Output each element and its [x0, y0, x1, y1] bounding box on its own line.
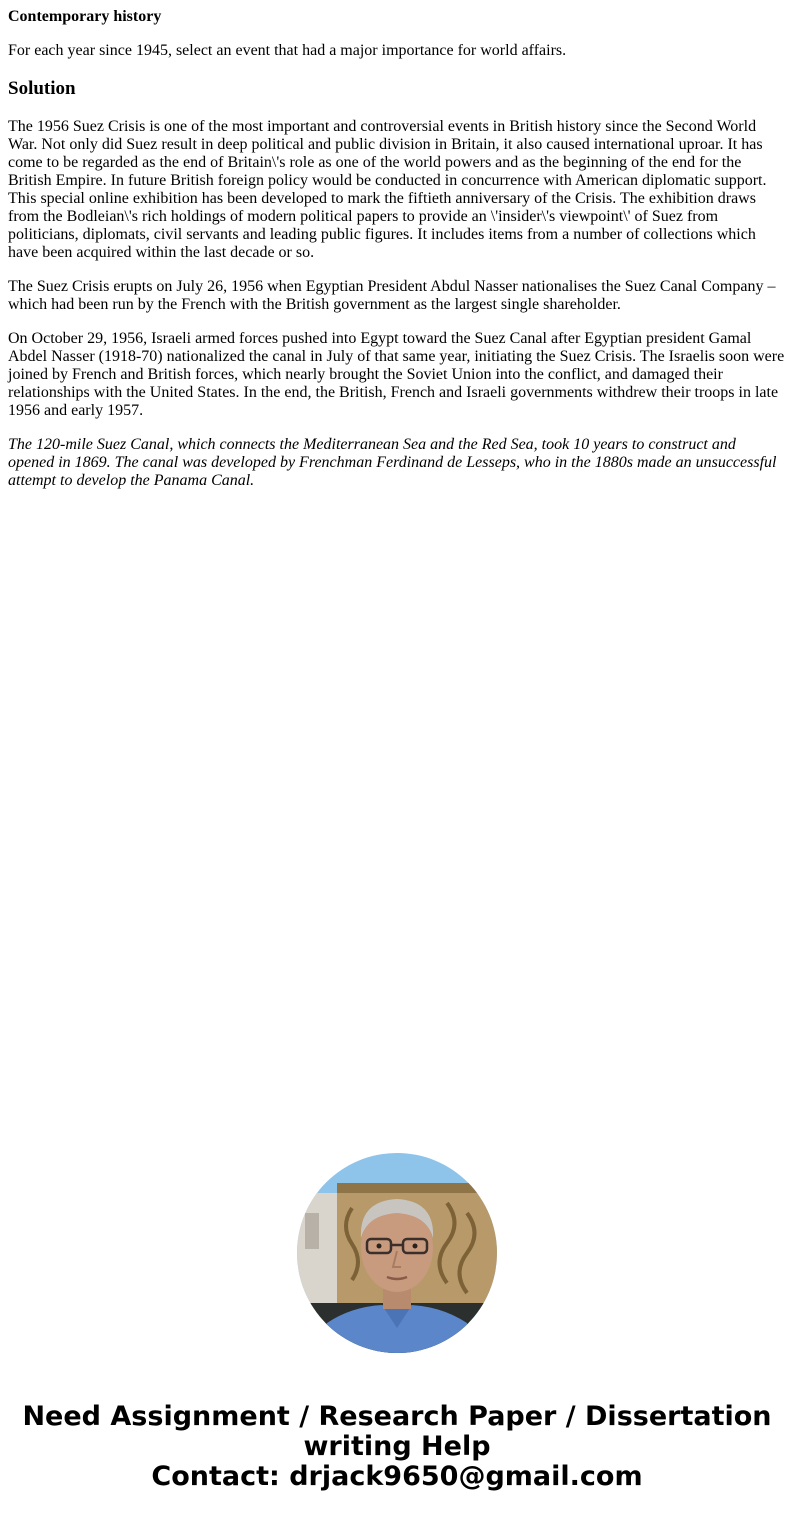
solution-paragraph-3: On October 29, 1956, Israeli armed forces pushed into Egypt toward the Suez Canal after Egyptian president Gamal Abdel Nasser (1918-70) nationalized the canal in July of that same year, initiating the Suez Crisis. The Israelis soon were joined by French and British forces, which nearly brought the Soviet Union into the conflict, and damaged their relationships with the United States. In the end, the British, French and Israeli governments withdrew their troops in late 1956 and early 1957.	[8, 330, 785, 419]
promo-contact-line: Contact: drjack9650@gmail.com	[151, 1461, 643, 1492]
solution-paragraph-italic: The 120-mile Suez Canal, which connects the Mediterranean Sea and the Red Sea, took 10 years to construct and opened in 1869. The canal was developed by Frenchman Ferdinand de Lesseps, who in the 1880s made an unsuccessful attempt to develop the Panama Canal.	[8, 436, 777, 489]
author-avatar-photo	[297, 1153, 497, 1353]
promo-line-1: Need Assignment / Research Paper / Dissertation	[22, 1401, 772, 1432]
promo-line-2: writing Help	[303, 1431, 491, 1462]
question-title: Contemporary history	[8, 8, 162, 25]
question-text: For each year since 1945, select an event that had a major importance for world affairs.	[8, 42, 567, 59]
document-content	[8, 8, 786, 490]
promo-banner	[0, 1402, 794, 1492]
person-photo-icon	[297, 1153, 497, 1353]
solution-paragraph-1: The 1956 Suez Crisis is one of the most important and controversial events in British history since the Second World War. Not only did Suez result in deep political and public division in Britain, it also caused international uproar. It has come to be regarded as the end of Britain\'s role as one of the world powers and as the beginning of the end for the British Empire. In future British foreign policy would be conducted in concurrence with American diplomatic support. This special online exhibition has been developed to mark the fiftieth anniversary of the Crisis. The exhibition draws from the Bodleian\'s rich holdings of modern political papers to provide an \'insider\'s viewpoint\' of Suez from politicians, diplomats, civil servants and leading public figures. It includes items from a number of collections which have been acquired within the last decade or so.	[8, 118, 767, 261]
solution-paragraph-2: The Suez Crisis erupts on July 26, 1956 when Egyptian President Abdul Nasser nationalises the Suez Canal Company – which had been run by the French with the British government as the largest single shareholder.	[8, 278, 776, 313]
solution-heading: Solution	[8, 78, 76, 99]
